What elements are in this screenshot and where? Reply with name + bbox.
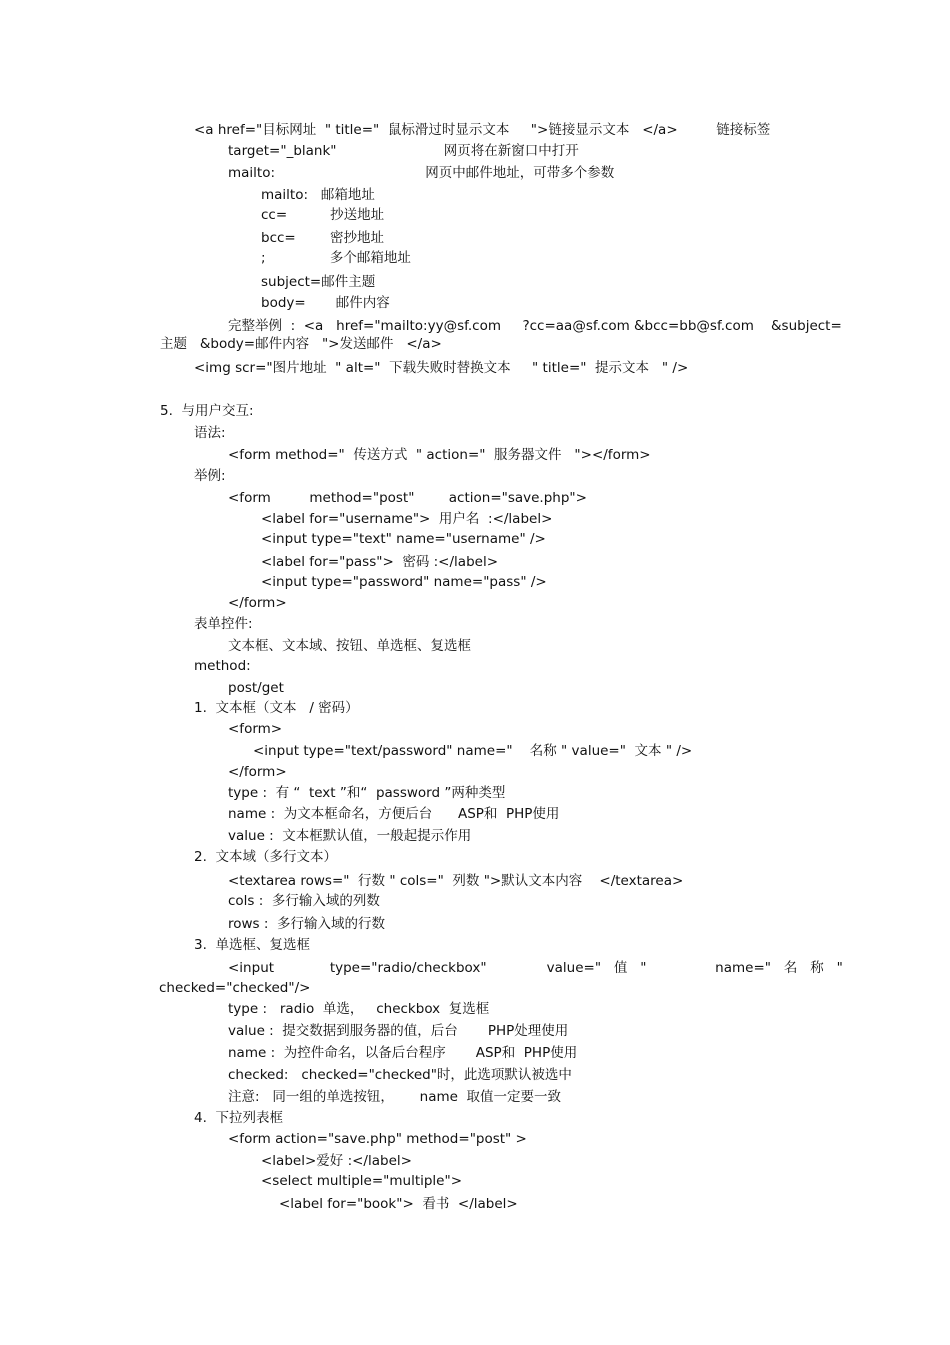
attribute-note: value : 提交数据到服务器的值，后台 PHP处理使用	[228, 1023, 569, 1039]
subsection-heading: 3. 单选框、复选框	[194, 937, 310, 953]
cc-param-line: cc= 抄送地址	[261, 207, 385, 223]
subsection-heading: 4. 下拉列表框	[194, 1110, 283, 1126]
form-controls-label: 表单控件:	[194, 616, 253, 632]
code-line: checked="checked"/>	[159, 980, 311, 996]
mailto-attr-line: mailto: 网页中邮件地址，可带多个参数	[228, 165, 615, 181]
bcc-param-line: bcc= 密抄地址	[261, 230, 385, 246]
example-label: 举例:	[194, 468, 226, 484]
form-syntax-line: <form method=" 传送方式 " action=" 服务器文件 "></form>	[228, 447, 651, 463]
code-line: </form>	[228, 764, 287, 780]
method-label: method:	[194, 658, 251, 674]
attribute-note: name : 为文本框命名，方便后台 ASP和 PHP使用	[228, 806, 560, 822]
section-heading: 5. 与用户交互:	[160, 403, 254, 419]
form-controls-list: 文本框、文本域、按钮、单选框、复选框	[228, 638, 471, 654]
code-line: <form action="save.php" method="post" >	[228, 1131, 527, 1147]
method-values: post/get	[228, 680, 284, 696]
attribute-note: type : radio 单选， checkbox 复选框	[228, 1001, 490, 1017]
code-line: <textarea rows=" 行数 " cols=" 列数 ">默认文本内容 </textarea>	[228, 873, 684, 889]
code-line: <input type="radio/checkbox" value=" 值 " name=" 名 称 "	[228, 960, 843, 976]
attribute-note: cols : 多行输入域的列数	[228, 893, 380, 909]
attribute-note: checked: checked="checked"时，此选项默认被选中	[228, 1067, 572, 1083]
subsection-heading: 1. 文本框（文本 / 密码）	[194, 700, 359, 716]
anchor-syntax-line: <a href="目标网址 " title=" 鼠标滑过时显示文本 ">链接显示文本 </a> 链接标签	[194, 122, 771, 138]
attribute-note: type : 有 “ text ”和“ password ”两种类型	[228, 785, 506, 801]
full-example-line: 完整举例 : <a href="mailto:yy@sf.com ?cc=aa@sf.com &bcc=bb@sf.com &subject=	[228, 318, 842, 334]
mailto-param-line: mailto: 邮箱地址	[261, 187, 375, 203]
code-line: </form>	[228, 595, 287, 611]
full-example-continued-line: 主题 &body=邮件内容 ">发送邮件 </a>	[160, 336, 442, 352]
code-line: <label for="pass"> 密码 :</label>	[261, 554, 499, 570]
syntax-label: 语法:	[194, 425, 226, 441]
code-line: <input type="text" name="username" />	[261, 531, 546, 547]
attribute-note: name : 为控件命名，以备后台程序 ASP和 PHP使用	[228, 1045, 578, 1061]
separator-param-line: ; 多个邮箱地址	[261, 250, 411, 266]
attention-note: 注意: 同一组的单选按钮， name 取值一定要一致	[228, 1089, 562, 1105]
attribute-note: rows : 多行输入域的行数	[228, 916, 386, 932]
code-line: <label for="book"> 看书 </label>	[279, 1196, 518, 1212]
code-line: <input type="password" name="pass" />	[261, 574, 547, 590]
code-line: <form method="post" action="save.php">	[228, 490, 587, 506]
code-line: <label>爱好 :</label>	[261, 1153, 412, 1169]
img-syntax-line: <img scr="图片地址 " alt=" 下载失败时替换文本 " title=" 提示文本 " />	[194, 360, 689, 376]
body-param-line: body= 邮件内容	[261, 295, 390, 311]
code-line: <form>	[228, 721, 283, 737]
subject-param-line: subject=邮件主题	[261, 274, 376, 290]
code-line: <select multiple="multiple">	[261, 1173, 463, 1189]
attribute-note: value : 文本框默认值，一般起提示作用	[228, 828, 472, 844]
code-line: <input type="text/password" name=" 名称 " value=" 文本 " />	[253, 743, 693, 759]
code-line: <label for="username"> 用户名 :</label>	[261, 511, 553, 527]
target-attr-line: target="_blank" 网页将在新窗口中打开	[228, 143, 579, 159]
subsection-heading: 2. 文本域（多行文本）	[194, 849, 337, 865]
